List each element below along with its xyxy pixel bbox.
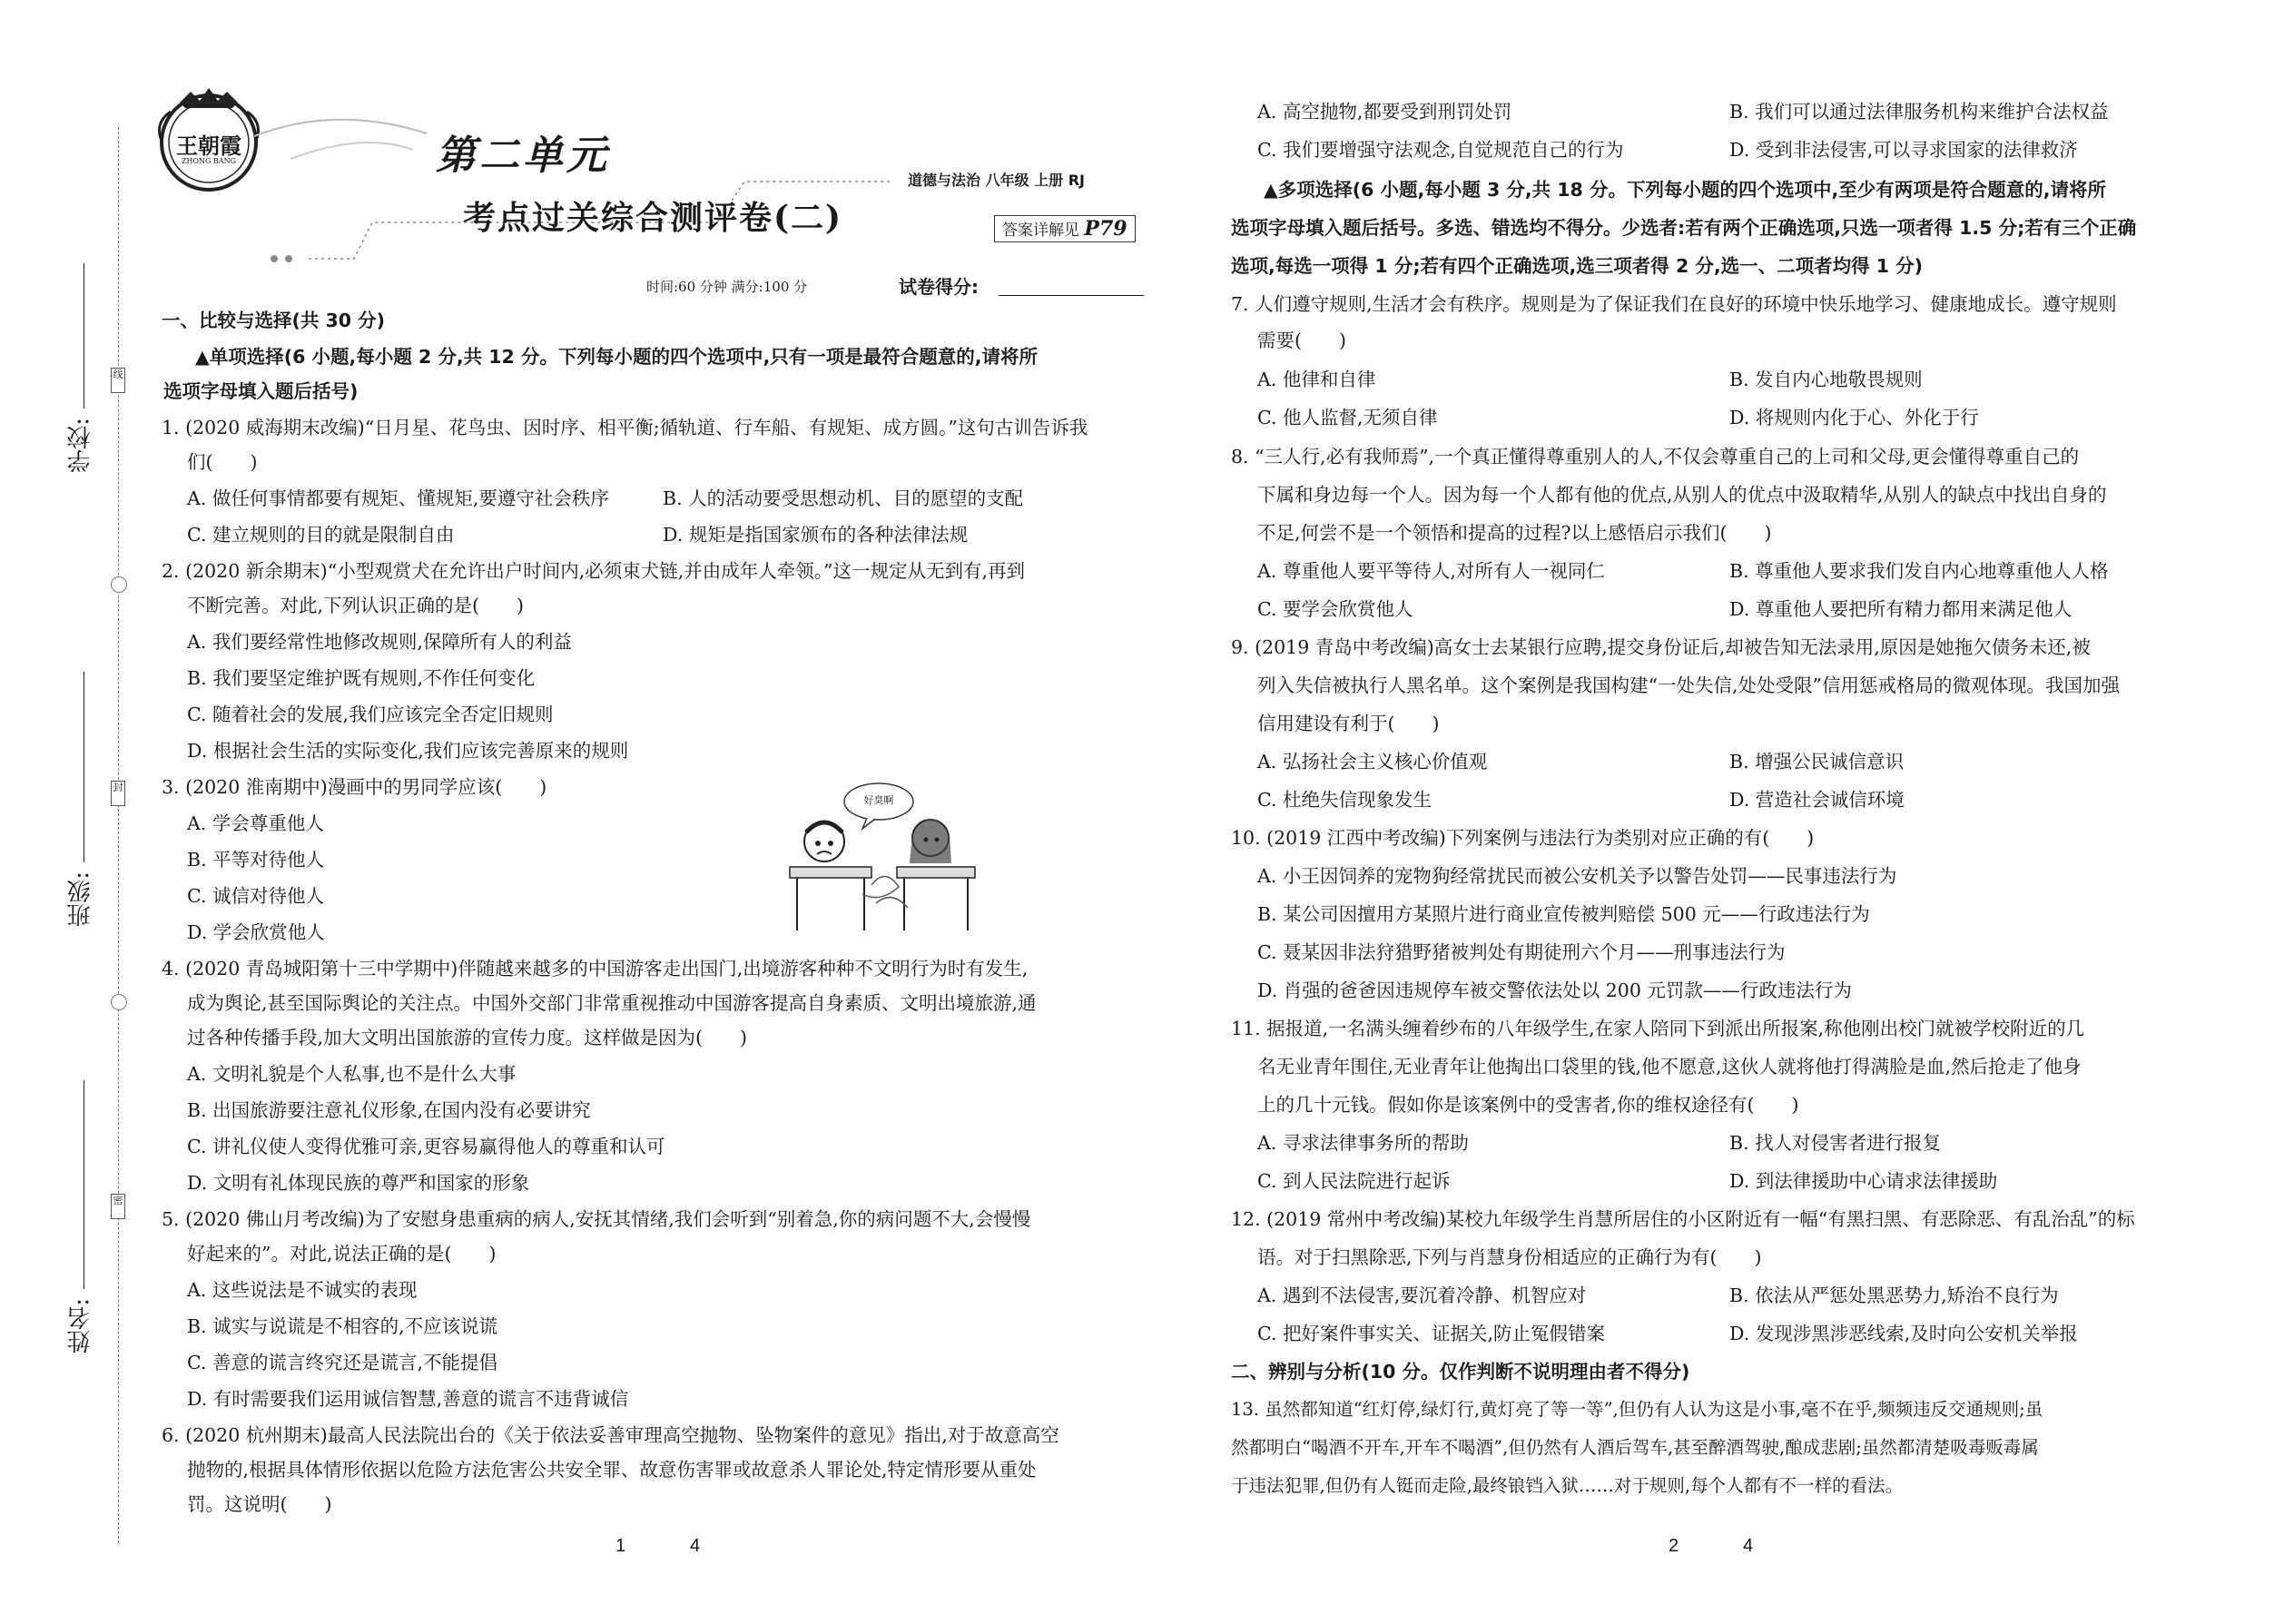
multi-choice-intro-cont: 选项,每选一项得 1 分;若有四个正确选项,选三项者得 2 分,选一、二项者均得 1 分) <box>1231 255 1924 277</box>
option-c[interactable]: C. 杜绝失信现象发生 <box>1257 789 1432 811</box>
class-label: 班级: <box>67 871 94 927</box>
option-a[interactable]: A. 我们要经常性地修改规则,保障所有人的利益 <box>187 631 572 653</box>
name-label: 姓名: <box>67 1298 94 1353</box>
score-label: 试卷得分: <box>899 276 979 298</box>
time-score: 时间:60 分钟 满分:100 分 <box>646 279 808 295</box>
logo-text: 王朝霞 <box>176 133 241 159</box>
page-number: 2 <box>1669 1536 1679 1556</box>
option-a[interactable]: A. 寻求法律事务所的帮助 <box>1257 1132 1469 1154</box>
answer-reference <box>994 215 1136 242</box>
question-text: 上的几十元钱。假如你是该案例中的受害者,你的维权途径有( ) <box>1257 1094 1799 1116</box>
question-text: 名无业青年围住,无业青年让他掏出口袋里的钱,他不愿意,这伙人就将他打得满脸是血,然后抢走了他身 <box>1257 1056 2082 1078</box>
option-b[interactable]: B. 尊重他人要求我们发自内心地尊重他人人格 <box>1729 560 2109 582</box>
section-heading: 二、辨别与分析(10 分。仅作判断不说明理由者不得分) <box>1231 1361 1690 1383</box>
option-b[interactable]: B. 发自内心地敬畏规则 <box>1729 369 1923 390</box>
option-d[interactable]: D. 发现涉黑涉恶线索,及时向公安机关举报 <box>1729 1323 2078 1344</box>
question-text: 4. (2020 青岛城阳第十三中学期中)伴随越来越多的中国游客走出国门,出境游客种种不文明行为时有发生, <box>162 958 1029 979</box>
option-a[interactable]: A. 尊重他人要平等待人,对所有人一视同仁 <box>1257 560 1605 582</box>
option-a[interactable]: A. 这些说法是不诚实的表现 <box>187 1279 418 1301</box>
option-a[interactable]: A. 遇到不法侵害,要沉着冷静、机智应对 <box>1257 1284 1587 1306</box>
option-d[interactable]: D. 文明有礼体现民族的尊严和国家的形象 <box>187 1172 530 1194</box>
option-b[interactable]: B. 我们要坚定维护既有规则,不作任何变化 <box>187 667 536 689</box>
option-c[interactable]: C. 要学会欣赏他人 <box>1257 598 1413 620</box>
option-c[interactable]: C. 讲礼仪使人变得优雅可亲,更容易赢得他人的尊重和认可 <box>187 1136 665 1157</box>
option-c[interactable]: C. 他人监督,无须自律 <box>1257 407 1438 428</box>
option-a[interactable]: A. 小王因饲养的宠物狗经常扰民而被公安机关予以警告处罚——民事违法行为 <box>1257 865 1897 887</box>
option-d[interactable]: D. 尊重他人要把所有精力都用来满足他人 <box>1729 598 2072 620</box>
question-text: 于违法犯罪,但仍有人铤而走险,最终锒铛入狱……对于规则,每个人都有不一样的看法。 <box>1231 1475 1904 1496</box>
question-text: 抛物的,根据具体情形依据以危险方法危害公共安全罪、故意伤害罪或故意杀人罪论处,特定情形要从重处 <box>187 1459 1037 1481</box>
option-c[interactable]: C. 随着社会的发展,我们应该完全否定旧规则 <box>187 704 554 725</box>
option-a[interactable]: A. 弘扬社会主义核心价值观 <box>1257 751 1488 773</box>
question-text: 6. (2020 杭州期末)最高人民法院出台的《关于依法妥善审理高空抛物、坠物案件的意见》指出,对于故意高空 <box>162 1424 1059 1446</box>
question-text: 9. (2019 青岛中考改编)高女士去某银行应聘,提交身份证后,却被告知无法录用,原因是她拖欠债务未还,被 <box>1231 636 2091 658</box>
option-b[interactable]: B. 某公司因擅用方某照片进行商业宣传被判赔偿 500 元——行政违法行为 <box>1257 903 1870 925</box>
question-text: 5. (2020 佛山月考改编)为了安慰身患重病的病人,安抚其情绪,我们会听到“别着急,你的病问题不大,会慢慢 <box>162 1208 1031 1230</box>
question-text: 7. 人们遵守规则,生活才会有秩序。规则是为了保证我们在良好的环境中快乐地学习、健康地成长。遵守规则 <box>1231 293 2117 315</box>
score-field[interactable] <box>999 295 1144 296</box>
question-text: 们( ) <box>187 451 258 473</box>
question-text: 12. (2019 常州中考改编)某校九年级学生肖慧所居住的小区附近有一幅“有黑扫黑、有恶除恶、有乱治乱”的标 <box>1231 1208 2135 1230</box>
section-heading: 一、比较与选择(共 30 分) <box>162 310 386 331</box>
main-title: 考点过关综合测评卷(二) <box>463 199 843 237</box>
option-d[interactable]: D. 根据社会生活的实际变化,我们应该完善原来的规则 <box>187 740 629 762</box>
option-b[interactable]: B. 找人对侵害者进行报复 <box>1729 1132 1942 1154</box>
question-text: 11. 据报道,一名满头缠着纱布的八年级学生,在家人陪同下到派出所报案,称他刚出校门就被学校附近的几 <box>1231 1018 2085 1039</box>
question-text: 13. 虽然都知道“红灯停,绿灯行,黄灯亮了等一等”,但仍有人认为这是小事,毫不在乎,频频违反交通规则;虽 <box>1231 1399 2043 1420</box>
option-c[interactable]: C. 善意的谎言终究还是谎言,不能提倡 <box>187 1352 498 1373</box>
question-text: 过各种传播手段,加大文明出国旅游的宣传力度。这样做是因为( ) <box>187 1027 748 1048</box>
option-d[interactable]: D. 将规则内化于心、外化于行 <box>1729 407 1979 428</box>
option-a[interactable]: A. 他律和自律 <box>1257 369 1376 390</box>
option-d[interactable]: D. 肖强的爸爸因违规停车被交警依法处以 200 元罚款——行政违法行为 <box>1257 979 1852 1001</box>
option-b[interactable]: B. 依法从严惩处黑恶势力,矫治不良行为 <box>1729 1284 2059 1306</box>
option-d[interactable]: D. 受到非法侵害,可以寻求国家的法律救济 <box>1729 139 2078 161</box>
question-text: 罚。这说明( ) <box>187 1493 332 1515</box>
option-a[interactable]: A. 做任何事情都要有规矩、懂规矩,要遵守社会秩序 <box>187 487 609 509</box>
question-text: 列入失信被执行人黑名单。这个案例是我国构建“一处失信,处处受限”信用惩戒格局的微观体现。我国加强 <box>1257 674 2120 696</box>
question-text: 不足,何尝不是一个领悟和提高的过程?以上感悟启示我们( ) <box>1257 522 1772 544</box>
seal-tag-seal: 封 <box>111 781 125 806</box>
option-c[interactable]: C. 我们要增强守法观念,自觉规范自己的行为 <box>1257 139 1624 161</box>
question-text: 8. “三人行,必有我师焉”,一个真正懂得尊重别人的人,不仅会尊重自己的上司和父母,更会懂得尊重自己的 <box>1231 446 2080 468</box>
question-text: 3. (2020 淮南期中)漫画中的男同学应该( ) <box>162 776 547 798</box>
option-d[interactable]: D. 规矩是指国家颁布的各种法律法规 <box>663 524 969 546</box>
option-c[interactable]: C. 把好案件事实关、证据关,防止冤假错案 <box>1257 1323 1606 1344</box>
page-total: 4 <box>690 1536 701 1556</box>
option-c[interactable]: C. 诚信对待他人 <box>187 885 324 907</box>
seal-tag-secret: 密 <box>111 1194 125 1219</box>
brand-logo <box>154 86 263 195</box>
single-choice-intro-cont: 选项字母填入题后括号) <box>163 380 359 402</box>
option-a[interactable]: A. 文明礼貌是个人私事,也不是什么大事 <box>187 1063 517 1085</box>
question-text: 成为舆论,甚至国际舆论的关注点。中国外交部门非常重视推动中国游客提高自身素质、文明出境旅游,通 <box>187 992 1037 1014</box>
page-number: 1 <box>615 1536 626 1556</box>
cartoon-image <box>772 776 989 935</box>
option-d[interactable]: D. 到法律援助中心请求法律援助 <box>1729 1170 1998 1192</box>
option-a[interactable]: A. 高空抛物,都要受到刑罚处罚 <box>1257 101 1512 123</box>
answer-ref-page: P79 <box>1084 217 1127 241</box>
unit-title: 第二单元 <box>436 133 610 179</box>
subject-label: 道德与法治 八年级 上册 RJ <box>908 172 1085 189</box>
option-c[interactable]: C. 建立规则的目的就是限制自由 <box>187 524 455 546</box>
binding-hole-icon <box>111 994 127 1010</box>
option-b[interactable]: B. 出国旅游要注意礼仪形象,在国内没有必要讲究 <box>187 1099 591 1121</box>
question-text: 语。对于扫黑除恶,下列与肖慧身份相适应的正确行为有( ) <box>1257 1246 1762 1268</box>
cartoon-bubble-text: 好臭啊 <box>863 794 894 806</box>
multi-choice-intro: ▲多项选择(6 小题,每小题 3 分,共 18 分。下列每小题的四个选项中,至少有两项是符合题意的,请将所 <box>1264 179 2107 201</box>
single-choice-intro: ▲单项选择(6 小题,每小题 2 分,共 12 分。下列每小题的四个选项中,只有一项是最符合题意的,请将所 <box>195 346 1039 368</box>
option-c[interactable]: C. 到人民法院进行起诉 <box>1257 1170 1451 1192</box>
option-b[interactable]: B. 我们可以通过法律服务机构来维护合法权益 <box>1729 101 2109 123</box>
question-text: 10. (2019 江西中考改编)下列案例与违法行为类别对应正确的有( ) <box>1231 827 1815 849</box>
question-text: 需要( ) <box>1257 330 1346 351</box>
question-text: 1. (2020 威海期末改编)“日月星、花鸟虫、因时序、相平衡;循轨道、行车船、有规矩、成方圆。”这句古训告诉我 <box>162 417 1088 438</box>
page-total: 4 <box>1743 1536 1754 1556</box>
option-d[interactable]: D. 营造社会诚信环境 <box>1729 789 1905 811</box>
option-d[interactable]: D. 有时需要我们运用诚信智慧,善意的谎言不违背诚信 <box>187 1388 629 1410</box>
option-b[interactable]: B. 人的活动要受思想动机、目的愿望的支配 <box>663 487 1024 509</box>
option-b[interactable]: B. 平等对待他人 <box>187 849 325 871</box>
question-text: 然都明白“喝酒不开车,开车不喝酒”,但仍然有人酒后驾车,甚至醉酒驾驶,酿成悲剧;虽然都清楚吸毒贩毒属 <box>1231 1437 2039 1458</box>
option-b[interactable]: B. 诚实与说谎是不相容的,不应该说谎 <box>187 1315 498 1337</box>
question-text: 不断完善。对此,下列认识正确的是( ) <box>187 595 525 616</box>
multi-choice-intro-cont: 选项字母填入题后括号。多选、错选均不得分。少选者:若有两个正确选项,只选一项者得 1.5 分;若有三个正确 <box>1231 217 2137 239</box>
question-text: 2. (2020 新余期末)“小型观赏犬在允许出户时间内,必须束犬链,并由成年人牵领。”这一规定从无到有,再到 <box>162 560 1026 582</box>
option-b[interactable]: B. 增强公民诚信意识 <box>1729 751 1905 773</box>
option-d[interactable]: D. 学会欣赏他人 <box>187 921 325 943</box>
question-text: 好起来的”。对此,说法正确的是( ) <box>187 1243 497 1265</box>
answer-ref-label: 答案详解见 <box>1002 221 1079 240</box>
seal-tag-line: 线 <box>111 368 125 393</box>
binding-line <box>118 127 119 1543</box>
binding-hole-icon <box>111 576 127 593</box>
option-a[interactable]: A. 学会尊重他人 <box>187 812 324 834</box>
question-text: 信用建设有利于( ) <box>1257 713 1440 734</box>
logo-sub: ZHONG BANG <box>181 157 237 165</box>
school-label: 学校: <box>67 418 94 473</box>
option-c[interactable]: C. 聂某因非法狩猎野猪被判处有期徒刑六个月——刑事违法行为 <box>1257 941 1786 963</box>
question-text: 下属和身边每一个人。因为每一个人都有他的优点,从别人的优点中汲取精华,从别人的缺点中找出自身的 <box>1257 484 2107 506</box>
